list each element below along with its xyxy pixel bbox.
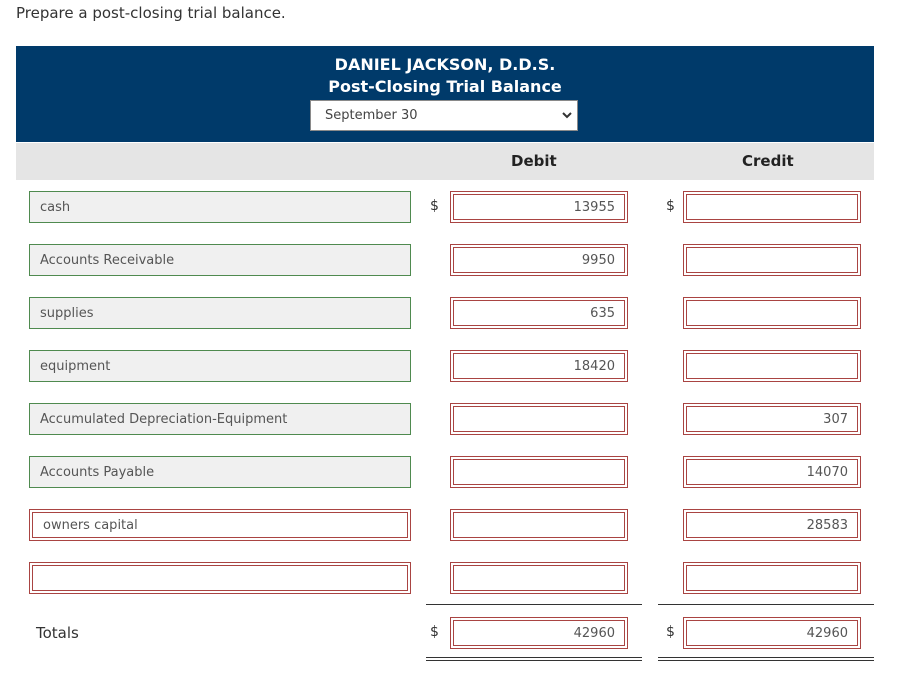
credit-dollar-sign: $ bbox=[666, 198, 675, 214]
totals-credit-value: 42960 bbox=[806, 626, 848, 641]
account-field-cash[interactable] bbox=[29, 191, 411, 223]
credit-input[interactable] bbox=[683, 191, 861, 223]
statement-title: Post-Closing Trial Balance bbox=[328, 77, 562, 96]
debit-total-double-rule bbox=[426, 657, 642, 661]
debit-input[interactable] bbox=[450, 456, 628, 488]
debit-value: 13955 bbox=[573, 200, 615, 215]
account-name: supplies bbox=[40, 306, 94, 321]
account-field-equipment[interactable] bbox=[29, 350, 411, 382]
debit-input[interactable] bbox=[450, 509, 628, 541]
account-field-supplies[interactable] bbox=[29, 297, 411, 329]
account-field-accounts-receivable[interactable] bbox=[29, 244, 411, 276]
account-name: Accumulated Depreciation-Equipment bbox=[40, 412, 288, 427]
account-field-accounts-payable[interactable] bbox=[29, 456, 411, 488]
credit-input[interactable] bbox=[683, 562, 861, 594]
debit-input[interactable] bbox=[450, 350, 628, 382]
debit-input[interactable] bbox=[450, 297, 628, 329]
credit-value: 14070 bbox=[806, 465, 848, 480]
totals-credit-dollar-sign: $ bbox=[666, 624, 675, 640]
instruction-text: Prepare a post-closing trial balance. bbox=[16, 4, 286, 22]
account-name: cash bbox=[40, 200, 71, 215]
date-dropdown-value: September 30 bbox=[325, 108, 418, 123]
column-header-row bbox=[16, 143, 874, 180]
totals-debit-value: 42960 bbox=[573, 626, 615, 641]
totals-label: Totals bbox=[36, 624, 79, 642]
statement-header bbox=[16, 46, 874, 142]
debit-dollar-sign: $ bbox=[430, 198, 439, 214]
account-name: owners capital bbox=[43, 518, 138, 533]
debit-column-header: Debit bbox=[511, 152, 557, 170]
credit-value: 307 bbox=[823, 412, 848, 427]
account-name: equipment bbox=[40, 359, 111, 374]
debit-input[interactable] bbox=[450, 562, 628, 594]
credit-input[interactable] bbox=[683, 297, 861, 329]
chevron-down-icon bbox=[561, 109, 573, 121]
credit-column-header: Credit bbox=[742, 152, 794, 170]
credit-input[interactable] bbox=[683, 509, 861, 541]
credit-input[interactable] bbox=[683, 244, 861, 276]
debit-input[interactable] bbox=[450, 244, 628, 276]
account-field-accumulated-depreciation[interactable] bbox=[29, 403, 411, 435]
debit-input[interactable] bbox=[450, 403, 628, 435]
credit-input[interactable] bbox=[683, 456, 861, 488]
totals-debit-dollar-sign: $ bbox=[430, 624, 439, 640]
debit-value: 18420 bbox=[573, 359, 615, 374]
debit-value: 635 bbox=[590, 306, 615, 321]
totals-debit-input[interactable] bbox=[450, 617, 628, 649]
date-dropdown[interactable] bbox=[310, 100, 578, 131]
debit-subtotal-rule bbox=[426, 604, 642, 605]
company-name: DANIEL JACKSON, D.D.S. bbox=[334, 55, 556, 74]
account-name: Accounts Payable bbox=[40, 465, 155, 480]
credit-input[interactable] bbox=[683, 350, 861, 382]
credit-input[interactable] bbox=[683, 403, 861, 435]
credit-value: 28583 bbox=[806, 518, 848, 533]
debit-input[interactable] bbox=[450, 191, 628, 223]
credit-total-double-rule bbox=[658, 657, 874, 661]
debit-value: 9950 bbox=[581, 253, 615, 268]
credit-subtotal-rule bbox=[658, 604, 874, 605]
account-name: Accounts Receivable bbox=[40, 253, 175, 268]
account-field-owners-capital[interactable] bbox=[29, 509, 411, 541]
totals-credit-input[interactable] bbox=[683, 617, 861, 649]
account-field-empty[interactable] bbox=[29, 562, 411, 594]
